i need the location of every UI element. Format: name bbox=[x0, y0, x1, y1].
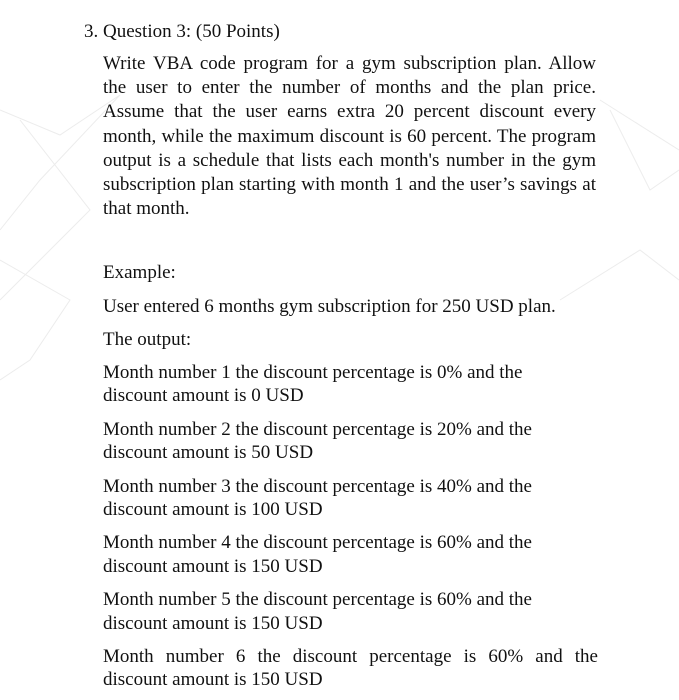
question-description: Write VBA code program for a gym subscription plan. Allow the user to enter the number of months and the plan price. Assume that the user earns extra 20 percent discount every month, while the maximum discount is 60 percent. The program output is a schedule that lists each month's number in the gym subscription plan starting with month 1 and the user’s savings at that month. bbox=[103, 53, 596, 220]
schedule-entry-line2: discount amount is 150 USD bbox=[103, 669, 323, 691]
output-schedule bbox=[103, 361, 598, 700]
schedule-entry-line1: Month number 6 the discount percentage is 60% and the bbox=[103, 646, 598, 668]
schedule-entry bbox=[103, 418, 598, 465]
schedule-entry-line1: Month number 2 the discount percentage is 20% and the bbox=[103, 418, 532, 440]
schedule-entry-line1: Month number 5 the discount percentage is 60% and the bbox=[103, 589, 532, 611]
schedule-entry-line1: Month number 1 the discount percentage is 0% and the bbox=[103, 362, 523, 383]
schedule-entry-line1: Month number 3 the discount percentage is 40% and the bbox=[103, 475, 532, 497]
example-label: Example: bbox=[103, 262, 176, 283]
schedule-entry-line2: discount amount is 0 USD bbox=[103, 385, 304, 407]
schedule-entry bbox=[103, 475, 598, 522]
schedule-entry bbox=[103, 361, 598, 408]
schedule-entry bbox=[103, 531, 598, 578]
example-input-text: User entered 6 months gym subscription for 250 USD plan. bbox=[103, 296, 556, 317]
schedule-entry-line2: discount amount is 100 USD bbox=[103, 499, 323, 521]
schedule-entry-line1: Month number 4 the discount percentage is 60% and the bbox=[103, 532, 532, 554]
question-heading: 3. Question 3: (50 Points) bbox=[84, 21, 280, 42]
schedule-entry-line2: discount amount is 150 USD bbox=[103, 612, 323, 634]
schedule-entry bbox=[103, 645, 598, 692]
output-label: The output: bbox=[103, 329, 192, 350]
schedule-entry-line2: discount amount is 150 USD bbox=[103, 555, 323, 577]
schedule-entry-line2: discount amount is 50 USD bbox=[103, 442, 314, 464]
schedule-entry bbox=[103, 588, 598, 635]
